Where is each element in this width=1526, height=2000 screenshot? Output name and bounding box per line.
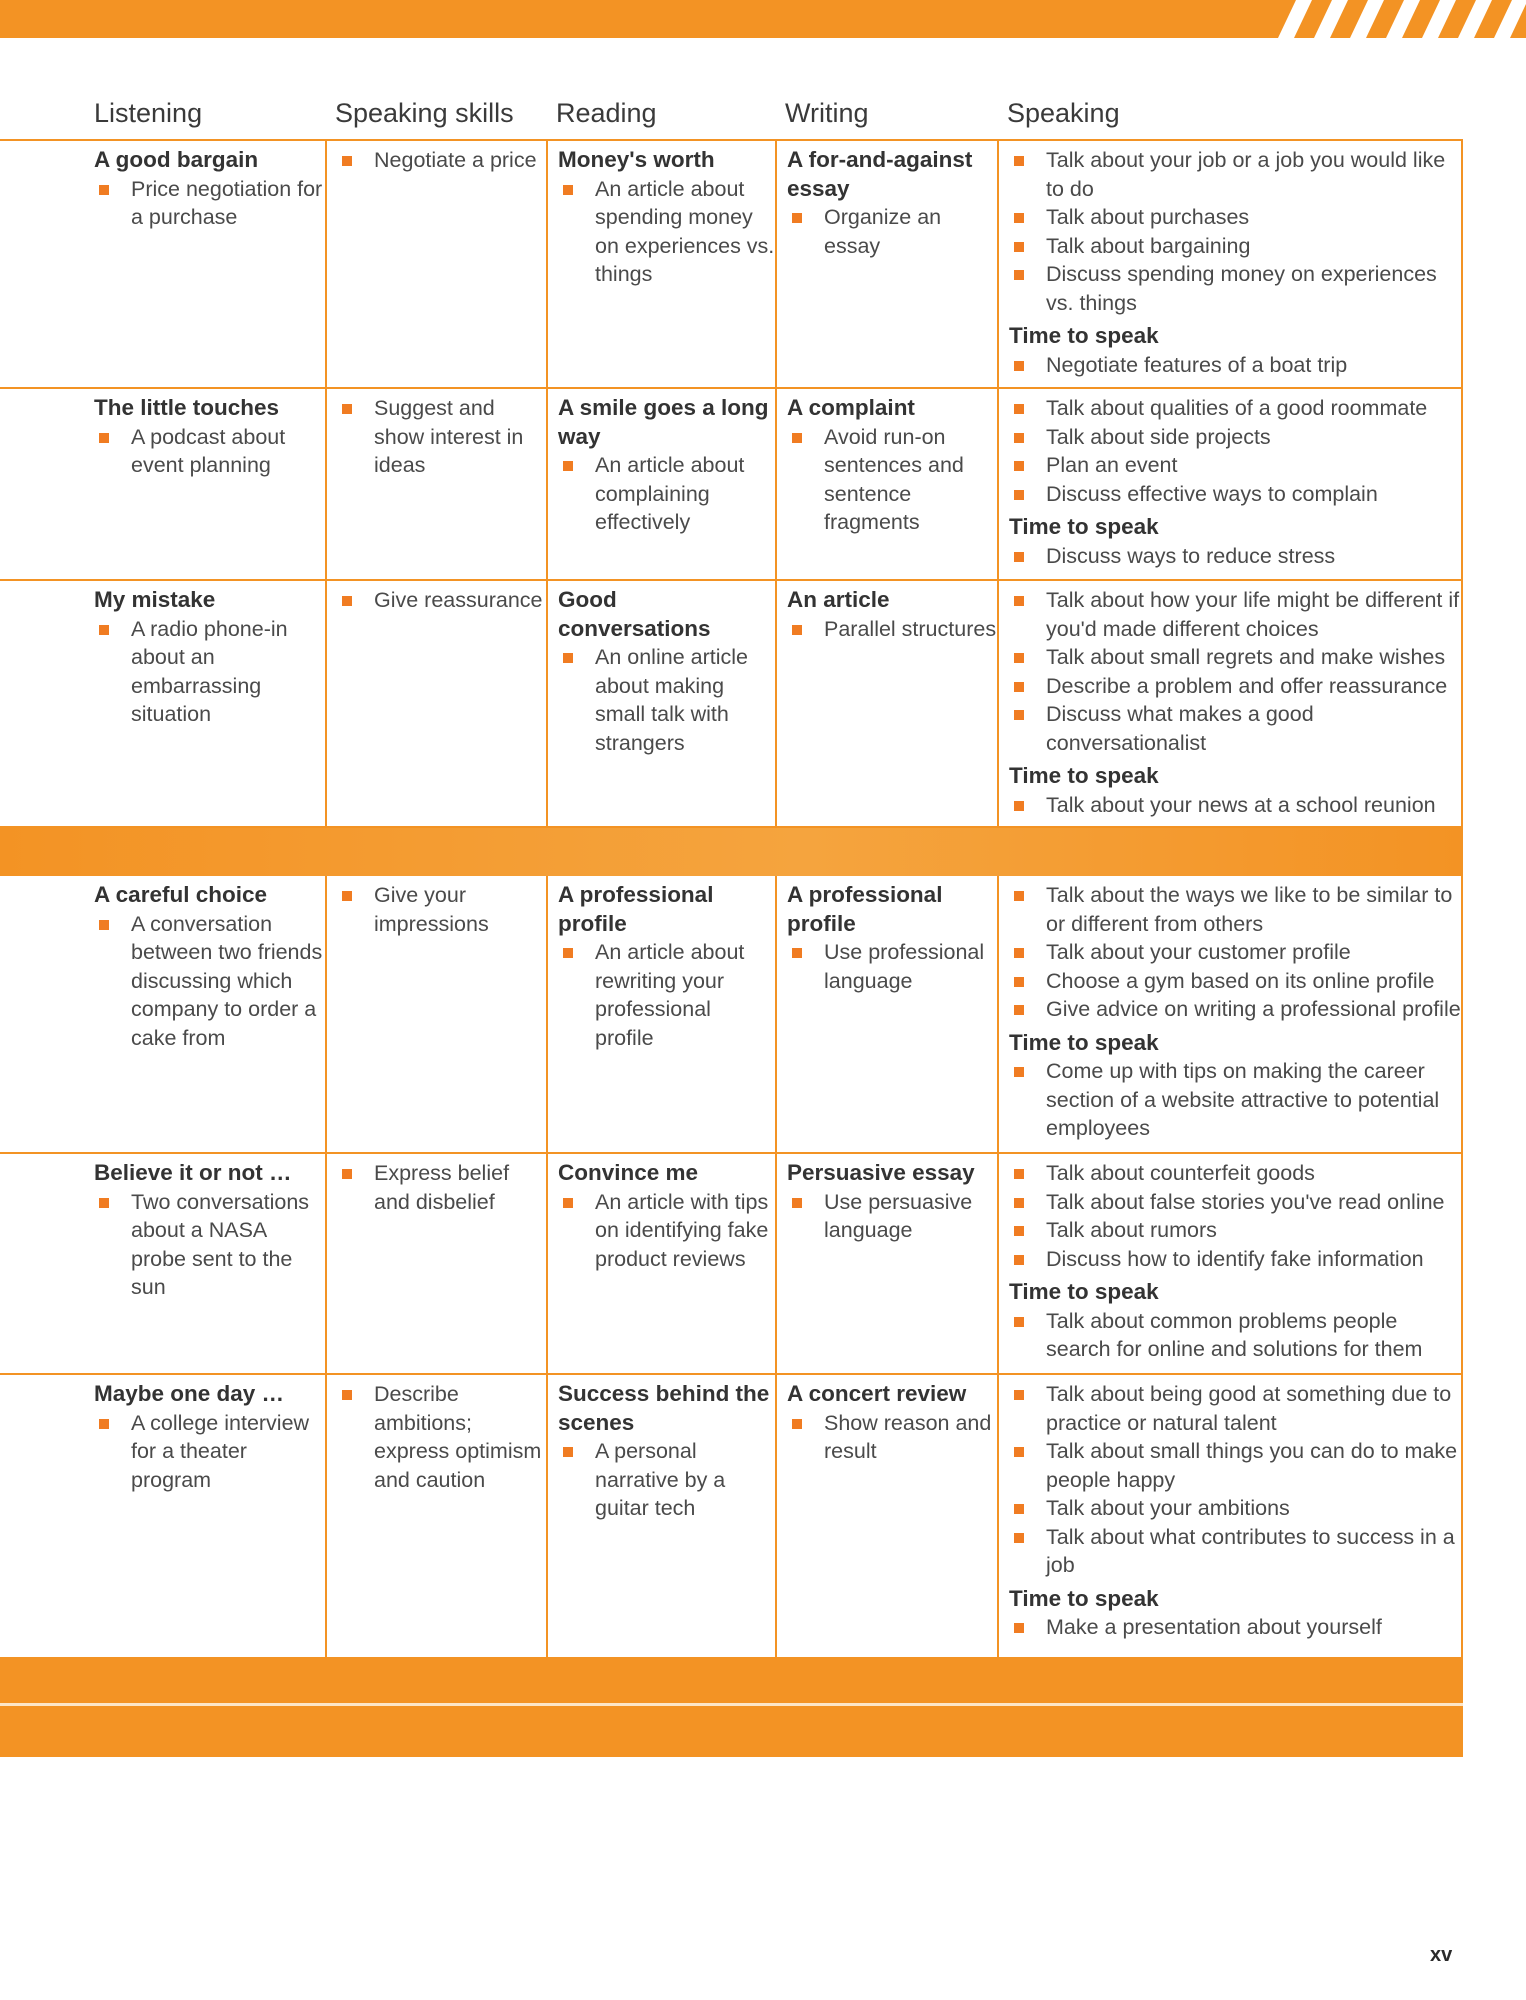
speaking-item: Talk about your ambitions [1009,1494,1461,1523]
writing-title: A complaint [787,395,915,420]
diagonal-stripes-decoration [1226,0,1526,38]
reading-cell [546,581,775,826]
speaking-skill-item: Suggest and show interest in ideas [337,394,546,480]
speaking-skill-item: Give reassurance [337,586,546,615]
speaking-item: Talk about being good at something due to practice or natural talent [1009,1380,1461,1437]
listening-cell [0,389,325,579]
writing-cell [775,1375,997,1657]
speaking-item: Discuss what makes a good conversationalist [1009,700,1461,757]
listening-item: A conversation between two friends discussing which company to order a cake from [94,910,325,1053]
speaking-item: Choose a gym based on its online profile [1009,967,1461,996]
listening-item: A college interview for a theater program [94,1409,325,1495]
time-to-speak-item: Negotiate features of a boat trip [1009,351,1461,380]
writing-cell [775,141,997,387]
writing-item: Organize an essay [787,203,997,260]
listening-cell [0,876,325,1152]
header-speaking: Speaking [1007,98,1120,128]
speaking-skills-cell [325,1375,546,1657]
speaking-item: Talk about small things you can do to make people happy [1009,1437,1461,1494]
time-to-speak-heading: Time to speak [1009,323,1159,348]
speaking-item: Talk about how your life might be different if you'd made different choices [1009,586,1461,643]
listening-item: A radio phone-in about an embarrassing situation [94,615,325,729]
time-to-speak-item: Discuss ways to reduce stress [1009,542,1461,571]
reading-item: An article about rewriting your professional profile [558,938,775,1052]
writing-item: Parallel structures [787,615,997,644]
header-listening: Listening [94,98,203,128]
reading-cell [546,389,775,579]
speaking-skill-item: Describe ambitions; express optimism and caution [337,1380,546,1494]
listening-title: A good bargain [94,147,259,172]
time-to-speak-heading: Time to speak [1009,763,1159,788]
writing-cell [775,389,997,579]
table-row [0,876,1463,1154]
speaking-item: Talk about purchases [1009,203,1461,232]
writing-item: Show reason and result [787,1409,997,1466]
writing-title: A concert review [787,1381,967,1406]
writing-item: Use professional language [787,938,997,995]
time-to-speak-item: Talk about your news at a school reunion [1009,791,1461,820]
page-number: xv [1430,1944,1453,1966]
speaking-item: Discuss effective ways to complain [1009,480,1461,509]
speaking-item: Talk about false stories you've read online [1009,1188,1461,1217]
reading-item: An article with tips on identifying fake product reviews [558,1188,775,1274]
writing-item: Avoid run-on sentences and sentence fragments [787,423,997,537]
listening-title: My mistake [94,587,216,612]
writing-item: Use persuasive language [787,1188,997,1245]
speaking-item: Discuss how to identify fake information [1009,1245,1461,1274]
speaking-item: Talk about bargaining [1009,232,1461,261]
listening-title: Believe it or not … [94,1160,292,1185]
time-to-speak-heading: Time to speak [1009,1279,1159,1304]
writing-title: An article [787,587,890,612]
speaking-skill-item: Express belief and disbelief [337,1159,546,1216]
reading-item: An online article about making small talk with strangers [558,643,775,757]
header-reading: Reading [556,98,657,128]
speaking-skill-item: Negotiate a price [337,146,546,175]
reading-item: A personal narrative by a guitar tech [558,1437,775,1523]
reading-cell [546,141,775,387]
table-row [0,581,1463,828]
listening-item: A podcast about event planning [94,423,325,480]
header-writing: Writing [785,98,869,128]
table-row [0,389,1463,581]
listening-item: Price negotiation for a purchase [94,175,325,232]
header-speaking-skills: Speaking skills [335,98,514,128]
reading-title: Success behind the scenes [558,1381,770,1435]
listening-title: Maybe one day … [94,1381,285,1406]
speaking-skills-cell [325,581,546,826]
speaking-item: Talk about rumors [1009,1216,1461,1245]
speaking-item: Talk about small regrets and make wishes [1009,643,1461,672]
listening-cell [0,1375,325,1657]
speaking-skills-cell [325,1154,546,1373]
listening-cell [0,141,325,387]
speaking-item: Talk about what contributes to success in a job [1009,1523,1461,1580]
speaking-skills-cell [325,141,546,387]
table-row [0,1154,1463,1375]
speaking-item: Give advice on writing a professional profile [1009,995,1461,1024]
speaking-cell [997,1375,1463,1657]
speaking-cell [997,141,1463,387]
reading-title: Good conversations [558,587,711,641]
unit-divider-band [0,828,1463,876]
reading-title: Convince me [558,1160,699,1185]
speaking-item: Talk about counterfeit goods [1009,1159,1461,1188]
speaking-item: Discuss spending money on experiences vs. things [1009,260,1461,317]
band-rule [0,1703,1463,1706]
speaking-cell [997,1154,1463,1373]
listening-cell [0,581,325,826]
speaking-skills-cell [325,389,546,579]
time-to-speak-heading: Time to speak [1009,514,1159,539]
top-orange-bar [0,0,1526,38]
reading-title: A smile goes a long way [558,395,769,449]
speaking-cell [997,581,1463,826]
listening-cell [0,1154,325,1373]
reading-title: Money's worth [558,147,715,172]
speaking-item: Talk about qualities of a good roommate [1009,394,1461,423]
speaking-item: Talk about your job or a job you would like to do [1009,146,1461,203]
speaking-item: Describe a problem and offer reassurance [1009,672,1461,701]
reading-cell [546,876,775,1152]
speaking-skill-item: Give your impressions [337,881,546,938]
speaking-item: Talk about the ways we like to be similar to or different from others [1009,881,1461,938]
writing-title: A professional profile [787,882,943,936]
listening-title: A careful choice [94,882,267,907]
reading-item: An article about complaining effectively [558,451,775,537]
bottom-orange-band [0,1659,1463,1757]
table-row [0,141,1463,389]
speaking-item: Talk about your customer profile [1009,938,1461,967]
speaking-item: Talk about side projects [1009,423,1461,452]
speaking-cell [997,389,1463,579]
time-to-speak-item: Come up with tips on making the career section of a website attractive to potential employees [1009,1057,1461,1143]
time-to-speak-item: Talk about common problems people search for online and solutions for them [1009,1307,1461,1364]
column-headers [0,84,1463,139]
writing-cell [775,876,997,1152]
writing-cell [775,581,997,826]
writing-title: A for-and-against essay [787,147,973,201]
contents-table [0,84,1463,139]
speaking-cell [997,876,1463,1152]
writing-title: Persuasive essay [787,1160,975,1185]
table-row [0,1375,1463,1659]
reading-cell [546,1375,775,1657]
time-to-speak-heading: Time to speak [1009,1585,1159,1611]
speaking-item: Plan an event [1009,451,1461,480]
reading-cell [546,1154,775,1373]
speaking-skills-cell [325,876,546,1152]
listening-title: The little touches [94,395,280,420]
writing-cell [775,1154,997,1373]
listening-item: Two conversations about a NASA probe sent to the sun [94,1188,325,1302]
reading-title: A professional profile [558,882,714,936]
reading-item: An article about spending money on experiences vs. things [558,175,775,289]
time-to-speak-item: Make a presentation about yourself [1009,1613,1461,1642]
time-to-speak-heading: Time to speak [1009,1029,1159,1055]
